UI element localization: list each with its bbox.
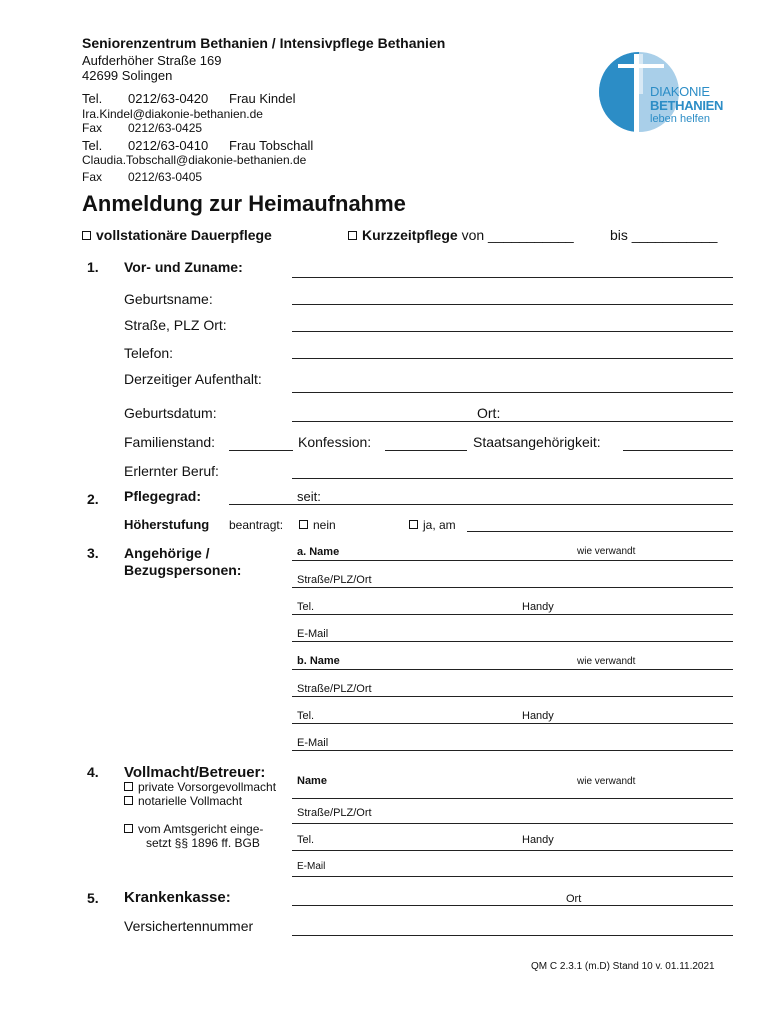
fax2-label: Fax [82,170,103,184]
tel1-contact: Frau Kindel [229,91,296,106]
checkbox-icon[interactable] [124,824,133,833]
fullname-label: Vor- und Zuname: [124,259,243,275]
profession-label: Erlernter Beruf: [124,463,219,479]
insurance-number-label: Versichertennummer [124,918,254,934]
section3-number: 3. [87,545,99,561]
upgrade-label: Höherstufung [124,517,210,532]
relative-b-name-label: b. Name [297,655,340,667]
health-insurance-field[interactable] [292,905,733,906]
tel1-number: 0212/63-0420 [128,91,209,106]
fax1-label: Fax [82,121,103,135]
health-insurance-label: Krankenkasse: [124,889,231,906]
tel2-label: Tel. [82,138,103,153]
care-option-shortterm[interactable]: Kurzzeitpflege von ___________ [348,227,574,243]
guardian-address-field[interactable] [292,823,733,824]
guardian-email-field[interactable] [292,876,733,877]
email2: Claudia.Tobschall@diakonie-bethanien.de [82,153,307,167]
section5-number: 5. [87,890,99,906]
guardian-tel-label: Tel. [297,834,315,846]
marital-status-label: Familienstand: [124,434,216,450]
care-level-since-label: seit: [297,489,321,504]
marital-status-field[interactable] [229,450,293,451]
power-of-attorney-label: Vollmacht/Betreuer: [124,764,266,781]
fax2-number: 0212/63-0405 [128,170,203,184]
guardian-address-label: Straße/PLZ/Ort [297,807,372,819]
document-version-footer: QM C 2.3.1 (m.D) Stand 10 v. 01.11.2021 [531,961,715,972]
care-level-label: Pflegegrad: [124,488,202,504]
checkbox-icon[interactable] [124,782,133,791]
relative-a-mobile-label: Handy [522,601,554,613]
profession-field[interactable] [292,478,733,479]
care-level-since-field[interactable] [292,504,733,505]
relatives-label-2: Bezugspersonen: [124,562,242,578]
nationality-label: Staatsangehörigkeit: [473,434,601,450]
relative-a-address-label: Straße/PLZ/Ort [297,574,372,586]
guardian-email-label: E-Mail [297,861,326,872]
section1-number: 1. [87,259,99,275]
relative-b-email-field[interactable] [292,750,733,751]
guardian-relation-label: wie verwandt [577,776,636,787]
court-appointed-option[interactable]: vom Amtsgericht einge- [124,822,263,836]
diakonie-logo [598,52,738,134]
upgrade-yes-option[interactable]: ja, am [409,518,456,532]
checkbox-icon[interactable] [409,520,418,529]
tel2-number: 0212/63-0410 [128,138,209,153]
logo-line1: DIAKONIE [650,84,710,99]
upgrade-no-option[interactable]: nein [299,518,336,532]
current-stay-label: Derzeitiger Aufenthalt: [124,371,262,387]
email1: Ira.Kindel@diakonie-bethanien.de [82,107,263,121]
logo-tagline: leben helfen [650,113,710,125]
guardian-name-label: Name [297,775,327,787]
upgrade-date-field[interactable] [467,531,733,532]
relative-b-name-field[interactable] [292,669,733,670]
birthdate-label: Geburtsdatum: [124,405,217,421]
relative-b-email-label: E-Mail [297,737,329,749]
checkbox-icon[interactable] [124,796,133,805]
confession-label: Konfession: [298,434,372,450]
relative-b-tel-label: Tel. [297,710,315,722]
relative-a-address-field[interactable] [292,587,733,588]
birthdate-field[interactable] [292,421,733,422]
care-level-field[interactable] [229,504,293,505]
city-address: 42699 Solingen [82,68,173,83]
birthname-field[interactable] [292,304,733,305]
checkbox-icon[interactable] [348,231,357,240]
relative-a-phone-field[interactable] [292,614,733,615]
relative-b-mobile-label: Handy [522,710,554,722]
organization-name: Seniorenzentrum Bethanien / Intensivpflege Bethanien [82,35,446,51]
tel1-label: Tel. [82,91,103,106]
private-poa-option[interactable]: private Vorsorgevollmacht [124,780,276,794]
phone-label: Telefon: [124,345,174,361]
checkbox-icon[interactable] [82,231,91,240]
relative-a-name-field[interactable] [292,560,733,561]
relative-a-email-field[interactable] [292,641,733,642]
relative-b-address-label: Straße/PLZ/Ort [297,683,372,695]
court-appointed-option-line2: setzt §§ 1896 ff. BGB [146,836,260,850]
logo-line2: BETHANIEN [650,98,724,113]
guardian-mobile-label: Handy [522,834,554,846]
confession-field[interactable] [385,450,467,451]
section4-number: 4. [87,764,99,780]
birthplace-label: Ort: [477,405,501,421]
insurance-place-label: Ort [566,893,582,905]
relative-a-tel-label: Tel. [297,601,315,613]
section2-number: 2. [87,491,99,507]
guardian-phone-field[interactable] [292,850,733,851]
relative-b-relation-label: wie verwandt [577,656,636,667]
relative-b-address-field[interactable] [292,696,733,697]
phone-field[interactable] [292,358,733,359]
relatives-label-1: Angehörige / [124,545,210,561]
fullname-field[interactable] [292,277,733,278]
insurance-number-field[interactable] [292,935,733,936]
birthname-label: Geburtsname: [124,291,213,307]
nationality-field[interactable] [623,450,733,451]
relative-a-email-label: E-Mail [297,628,329,640]
relative-a-name-label: a. Name [297,546,340,558]
tel2-contact: Frau Tobschall [229,138,314,153]
form-title: Anmeldung zur Heimaufnahme [82,191,406,216]
notarial-poa-option[interactable]: notarielle Vollmacht [124,794,242,808]
guardian-name-field[interactable] [292,798,733,799]
current-stay-field[interactable] [292,392,733,393]
street-field[interactable] [292,331,733,332]
relative-b-phone-field[interactable] [292,723,733,724]
relative-a-relation-label: wie verwandt [577,546,636,557]
checkbox-icon[interactable] [299,520,308,529]
shortterm-to[interactable]: bis ___________ [610,227,718,243]
care-option-permanent[interactable]: vollstationäre Dauerpflege [82,227,272,243]
fax1-number: 0212/63-0425 [128,121,203,135]
street-address: Aufderhöher Straße 169 [82,53,222,68]
applied-label: beantragt: [229,518,284,532]
street-label: Straße, PLZ Ort: [124,317,227,333]
